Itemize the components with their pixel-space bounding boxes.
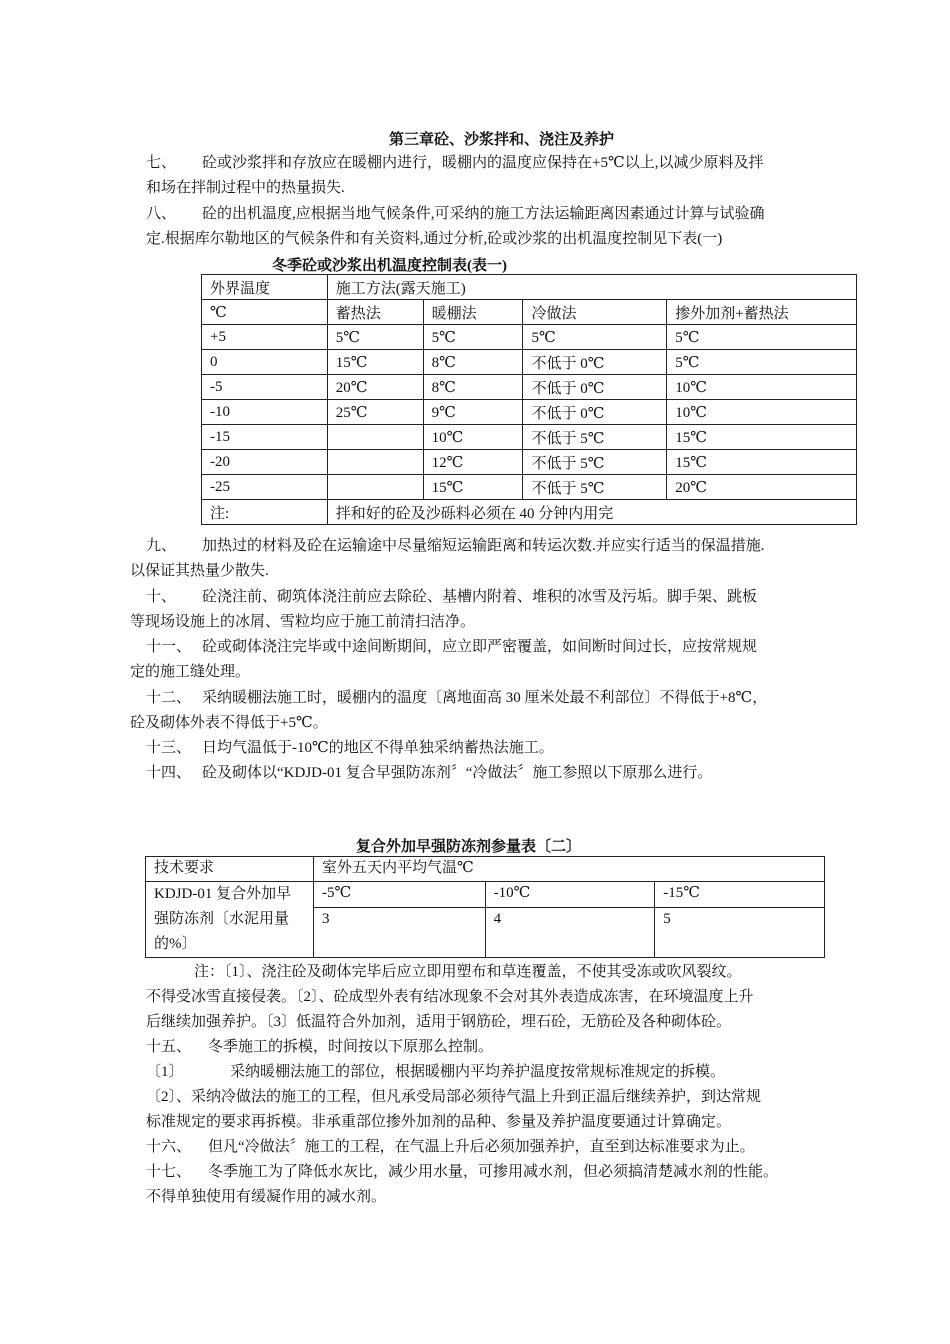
header-outside-temperature: 外界温度 <box>202 275 328 300</box>
table-cell: 不低于 5℃ <box>523 425 667 450</box>
header-technical-requirement: 技术要求 <box>146 857 314 882</box>
paragraph-text: 日均气温低于-10℃的地区不得单独采纳蓄热法施工。 <box>202 740 554 756</box>
table1-title: 冬季砼或沙浆出机温度控制表(表一) <box>272 258 507 274</box>
paragraph-17 <box>146 1162 778 1182</box>
table-antifreeze-dosage <box>145 856 825 958</box>
table-cell: 不低于 5℃ <box>523 450 667 475</box>
table-row <box>202 300 857 325</box>
table-cell <box>327 425 423 450</box>
paragraph-number: 九、 <box>146 538 177 554</box>
header-temp: -15℃ <box>655 882 825 908</box>
table-cell: 不低于 0℃ <box>523 350 667 375</box>
table-row <box>202 325 857 350</box>
paragraph-text: 和场在拌制过程中的热量损失. <box>146 180 345 196</box>
table-cell: -20 <box>202 450 328 475</box>
paragraph-text: 采纳暖棚法施工时，暖棚内的温度〔离地面高 30 厘米处最不利部位〕不得低于+8℃， <box>202 690 768 706</box>
table-cell: 不低于 0℃ <box>523 400 667 425</box>
table-cell: +5 <box>202 325 328 350</box>
header-method: 掺外加剂+蓄热法 <box>667 300 857 325</box>
paragraph-text: 标准规定的要求再拆模。非承重部位掺外加剂的品种、参量及养护温度要通过计算确定。 <box>146 1114 732 1130</box>
paragraph-text: 但凡“冷做法〞施工的工程，在气温上升后必须加强养护，直至到达标准要求为止。 <box>208 1139 755 1155</box>
table2-title: 复合外加早强防冻剂参量表〔二〕 <box>356 839 582 855</box>
row-label-line: 强防冻剂〔水泥用量 <box>154 911 290 927</box>
table-cell: 不低于 0℃ <box>523 375 667 400</box>
table-cell: 15℃ <box>423 475 523 500</box>
paragraph-text: 砼或沙浆拌和存放应在暖棚内进行，暖棚内的温度应保持在+5℃以上,以减少原料及拌 <box>202 155 764 171</box>
header-temp: -10℃ <box>485 882 655 908</box>
table-cell: -25 <box>202 475 328 500</box>
table-cell: 0 <box>202 350 328 375</box>
table-row <box>146 882 825 908</box>
table-cell: 8℃ <box>423 350 523 375</box>
header-method: 暖棚法 <box>423 300 523 325</box>
paragraph-number: 十六、 <box>146 1139 192 1155</box>
paragraph-number: 十五、 <box>146 1039 192 1055</box>
paragraph-number: 十一、 <box>146 639 192 655</box>
table-cell: 25℃ <box>327 400 423 425</box>
paragraph-text: 砼或砌体浇注完毕或中途间断期间，应立即严密覆盖，如间断时间过长，应按常规规 <box>202 639 758 655</box>
paragraph-12 <box>146 688 767 708</box>
table-cell: 9℃ <box>423 400 523 425</box>
table-cell: 10℃ <box>667 375 857 400</box>
paragraph-16 <box>146 1137 755 1157</box>
paragraph-number: 七、 <box>146 155 177 171</box>
header-method: 蓄热法 <box>327 300 423 325</box>
table-cell: 4 <box>485 908 655 958</box>
paragraph-11 <box>146 637 757 657</box>
note-text: 拌和好的砼及沙砾料必须在 40 分钟内用完 <box>327 500 856 525</box>
table-cell <box>327 475 423 500</box>
table-row <box>202 275 857 300</box>
header-avg-temperature: 室外五天内平均气温℃ <box>313 857 824 882</box>
table-cell: 15℃ <box>327 350 423 375</box>
paragraph-text: 等现场设施上的冰屑、雪粒均应于施工前清扫洁净。 <box>130 614 476 630</box>
table-cell: -5 <box>202 375 328 400</box>
paragraph-10 <box>146 587 757 607</box>
table-cell: 12℃ <box>423 450 523 475</box>
header-method: 冷做法 <box>523 300 667 325</box>
table-cell: 5℃ <box>667 350 857 375</box>
header-construction-method: 施工方法(露天施工) <box>327 275 856 300</box>
table-cell <box>327 450 423 475</box>
paragraph-text: 定的施工缝处理。 <box>130 664 251 680</box>
table-cell: 10℃ <box>423 425 523 450</box>
paragraph-number: 八、 <box>146 206 177 222</box>
table-cell: 8℃ <box>423 375 523 400</box>
table-row <box>202 475 857 500</box>
paragraph-text: 砼及砌体外表不得低于+5℃。 <box>130 715 328 731</box>
paragraph-number: 十七、 <box>146 1164 192 1180</box>
paragraph-text: 定.根据库尔勒地区的气候条件和有关资料,通过分析,砼或沙浆的出机温度控制见下表(一) <box>146 231 723 247</box>
table-row <box>202 400 857 425</box>
header-temp: -5℃ <box>313 882 485 908</box>
header-unit: ℃ <box>202 300 328 325</box>
row-label-line: KDJD-01 复合外加早 <box>154 886 292 902</box>
table-cell: 15℃ <box>667 450 857 475</box>
table-cell: 5℃ <box>667 325 857 350</box>
paragraph-text: 加热过的材料及砼在运输途中尽量缩短运输距离和转运次数.并应实行适当的保温措施. <box>202 538 765 554</box>
paragraph-text: 〔2〕、采纳冷做法的施工的工程，但凡承受局部必须待气温上升到正温后继续养护，到达常规 <box>146 1089 762 1105</box>
row-label-line: 的%〕 <box>154 936 197 952</box>
table-cell: -15 <box>202 425 328 450</box>
note-text: 后继续加强养护。〔3〕低温符合外加剂，适用于钢筋砼，埋石砼，无筋砼及各种砌体砼。 <box>146 1014 732 1030</box>
paragraph-number: 十四、 <box>146 765 192 781</box>
table-cell: 10℃ <box>667 400 857 425</box>
table-cell: 不低于 5℃ <box>523 475 667 500</box>
table-cell: 20℃ <box>667 475 857 500</box>
row-label <box>146 882 314 958</box>
table-cell: 5℃ <box>327 325 423 350</box>
table-outlet-temperature <box>201 274 857 525</box>
paragraph-text: 冬季施工为了降低水灰比，减少用水量，可掺用减水剂，但必须搞清楚减水剂的性能。 <box>208 1164 779 1180</box>
paragraph-text: 砼及砌体以“KDJD-01 复合早强防冻剂〞“冷做法〞施工参照以下原那么进行。 <box>202 765 713 781</box>
paragraph-text: 砼浇注前、砌筑体浇注前应去除砼、基槽内附着、堆积的冰雪及污垢。脚手架、跳板 <box>202 589 758 605</box>
paragraph-text: 以保证其热量少散失. <box>130 563 269 579</box>
table-row <box>202 450 857 475</box>
table-cell: 5 <box>655 908 825 958</box>
table-row <box>202 500 857 525</box>
table-row <box>202 425 857 450</box>
paragraph-number: 十、 <box>146 589 177 605</box>
paragraph-15 <box>146 1037 493 1057</box>
paragraph-7 <box>146 153 764 173</box>
note-text: 不得受冰雪直接侵袭。〔2〕、砼成型外表有结冰现象不会对其外表造成冻害，在环境温度上升 <box>146 989 754 1005</box>
table-cell: 15℃ <box>667 425 857 450</box>
table-cell: 5℃ <box>423 325 523 350</box>
paragraph-number: 十二、 <box>146 690 192 706</box>
note-label: 注: <box>202 500 328 525</box>
paragraph-15-1 <box>146 1062 725 1082</box>
paragraph-number: 十三、 <box>146 740 192 756</box>
table-row <box>146 857 825 882</box>
paragraph-number: 〔1〕 <box>146 1064 184 1080</box>
table-cell: 20℃ <box>327 375 423 400</box>
paragraph-9 <box>146 536 765 556</box>
table-row <box>202 375 857 400</box>
paragraph-14 <box>146 763 712 783</box>
paragraph-8 <box>146 204 765 224</box>
table-cell: 5℃ <box>523 325 667 350</box>
paragraph-text: 砼的出机温度,应根据当地气候条件,可采纳的施工方法运输距离因素通过计算与试验确 <box>202 206 765 222</box>
chapter-title: 第三章砼、沙浆拌和、浇注及养护 <box>389 132 615 148</box>
note-text: 注：〔1〕、浇注砼及砌体完毕后应立即用塑布和草连覆盖，不使其受冻或吹风裂纹。 <box>194 964 742 980</box>
paragraph-13 <box>146 738 554 758</box>
paragraph-text: 不得单独使用有缓凝作用的减水剂。 <box>146 1189 387 1205</box>
table-row <box>202 350 857 375</box>
paragraph-text: 冬季施工的拆模，时间按以下原那么控制。 <box>208 1039 494 1055</box>
table-cell: -10 <box>202 400 328 425</box>
paragraph-text: 采纳暖棚法施工的部位，根据暖棚内平均养护温度按常规标准规定的拆模。 <box>230 1064 726 1080</box>
table-cell: 3 <box>313 908 485 958</box>
